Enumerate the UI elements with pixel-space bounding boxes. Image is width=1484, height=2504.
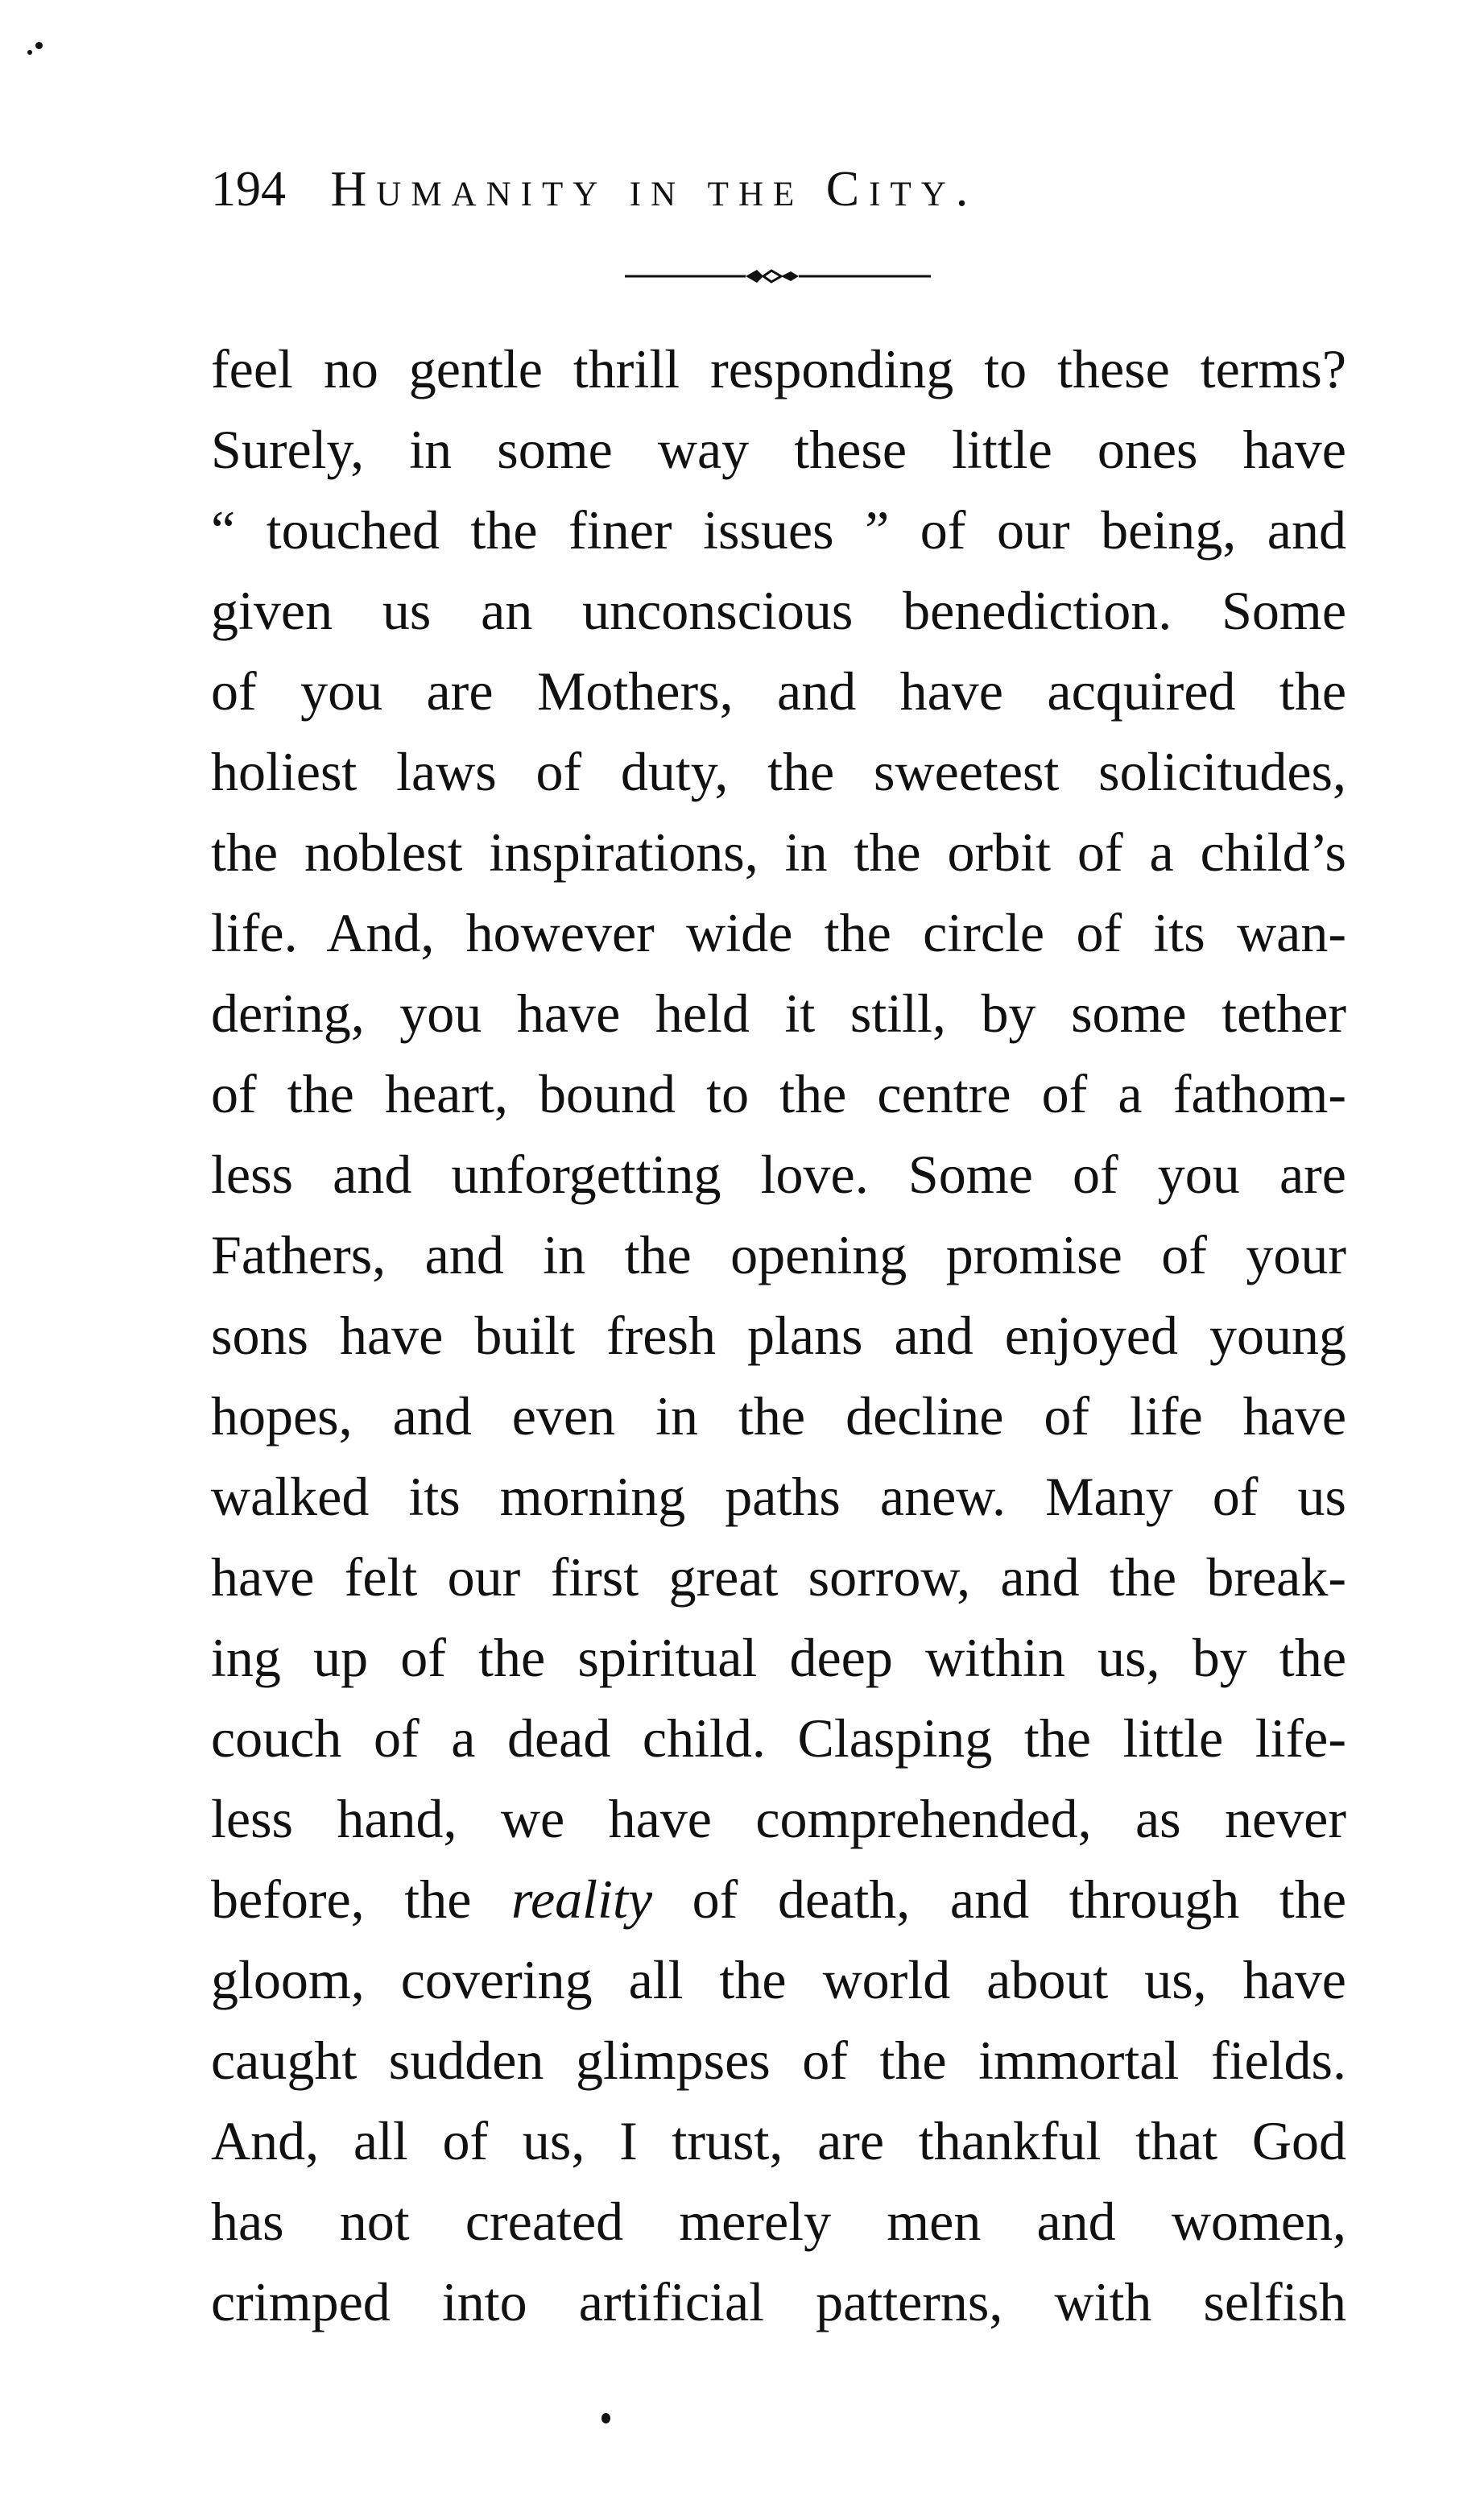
text-line: Surely, in some way these little ones have	[211, 419, 1346, 480]
text-line: And, all of us, I trust, are thankful that God	[211, 2110, 1346, 2171]
text-segment: before, the	[211, 1869, 512, 1930]
text-line: the noblest inspirations, in the orbit of a child’s	[211, 822, 1346, 883]
italic-word: reality	[511, 1869, 653, 1930]
text-line: given us an unconscious benediction. Some	[211, 580, 1346, 641]
text-line: life. And, however wide the circle of its wan-	[211, 902, 1346, 963]
text-line: hopes, and even in the decline of life have	[211, 1385, 1346, 1447]
ink-speck-bottom	[601, 2413, 610, 2423]
text-line: holiest laws of duty, the sweetest solicitudes,	[211, 741, 1346, 802]
text-segment: of death, and through the	[652, 1869, 1346, 1930]
text-line: Fathers, and in the opening promise of your	[211, 1224, 1346, 1285]
text-line: has not created merely men and women,	[211, 2191, 1346, 2252]
text-line: sons have built fresh plans and enjoyed young	[211, 1305, 1346, 1366]
text-line: feel no gentle thrill responding to these terms?	[211, 338, 1346, 399]
text-line: dering, you have held it still, by some tether	[211, 983, 1346, 1044]
running-header	[211, 153, 1274, 226]
text-line: have felt our first great sorrow, and the break-	[211, 1546, 1346, 1608]
text-line: “ touched the finer issues ” of our being, and	[211, 499, 1346, 561]
text-line: gloom, covering all the world about us, have	[211, 1949, 1346, 2010]
body-text	[211, 329, 1346, 2342]
text-line: caught sudden glimpses of the immortal fields.	[211, 2030, 1346, 2091]
page-number: 194	[211, 162, 286, 217]
text-line-reality	[211, 1859, 1346, 1939]
ink-speck-top-left	[35, 42, 43, 49]
text-line: ing up of the spiritual deep within us, by the	[211, 1627, 1346, 1688]
text-line: of you are Mothers, and have acquired the	[211, 660, 1346, 722]
text-line: less hand, we have comprehended, as never	[211, 1788, 1346, 1849]
text-line: crimped into artificial patterns, with selfish	[211, 2271, 1346, 2332]
text-line: couch of a dead child. Clasping the little life-	[211, 1707, 1346, 1769]
text-line: of the heart, bound to the centre of a fathom-	[211, 1063, 1346, 1124]
running-title: Humanity in the City.	[330, 162, 978, 217]
text-line: less and unforgetting love. Some of you are	[211, 1144, 1346, 1205]
ornament-rule	[625, 264, 931, 288]
text-line: walked its morning paths anew. Many of us	[211, 1466, 1346, 1527]
ink-speck-top-left-small	[27, 50, 32, 55]
